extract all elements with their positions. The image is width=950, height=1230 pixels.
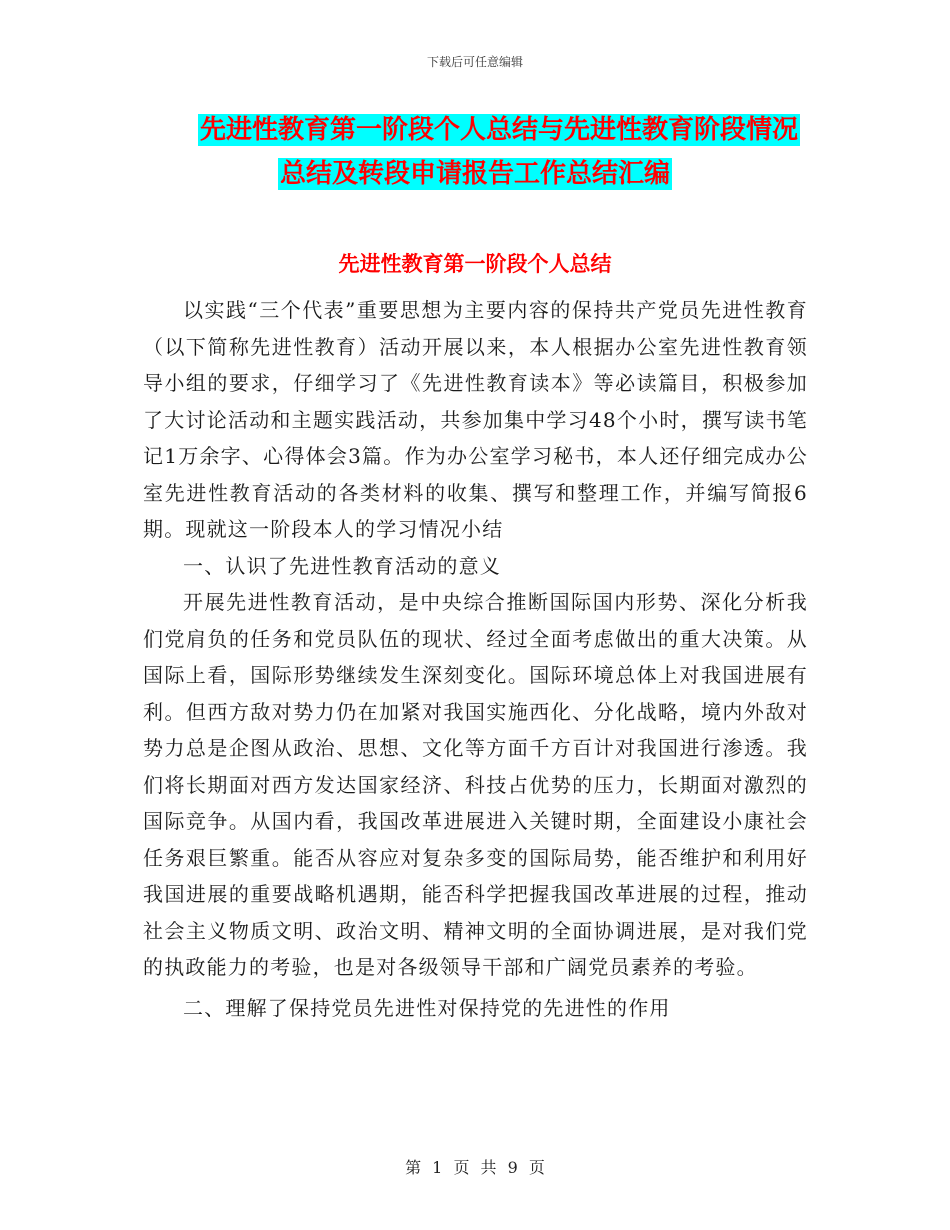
document-title-text-1: 先进性教育第一阶段个人总结与先进性教育阶段情况: [199, 115, 798, 145]
document-title-text-2: 总结及转段申请报告工作总结汇编: [279, 159, 670, 189]
document-title-line-2: [0, 156, 950, 192]
document-title-line-1: [0, 112, 950, 148]
page-number-footer: 第 1 页 共 9 页: [405, 1158, 545, 1177]
body-heading-1: 一、认识了先进性教育活动的意义: [183, 553, 501, 578]
body-paragraph-2: 开展先进性教育活动，是中央综合推断国际国内形势、深化分析我们党肩负的任务和党员队伍的现状、经过全面考虑做出的重大决策。从国际上看，国际形势继续发生深刻变化。国际环境总体上对我国进展有利。但西方敌对势力仍在加紧对我国实施西化、分化战略，境内外敌对势力总是企图从政治、思想、文化等方面千方百计对我国进行渗透。我们将长期面对西方发达国家经济、科技占优势的压力，长期面对激烈的国际竞争。从国内看，我国改革进展进入关键时期，全面建设小康社会任务艰巨繁重。能否从容应对复杂多变的国际局势，能否维护和利用好我国进展的重要战略机遇期，能否科学把握我国改革进展的过程，推动社会主义物质文明、政治文明、精神文明的全面协调进展，是对我们党的执政能力的考验，也是对各级领导干部和广阔党员素养的考验。: [143, 590, 808, 979]
document-body: [143, 292, 808, 1026]
header-note: 下载后可任意编辑: [426, 55, 523, 69]
body-paragraph-1: 以实践“三个代表”重要思想为主要内容的保持共产党员先进性教育（以下简称先进性教育）活动开展以来，本人根据办公室先进性教育领导小组的要求，仔细学习了《先进性教育读本》等必读篇目，积极参加了大讨论活动和主题实践活动，共参加集中学习48个小时，撰写读书笔记1万余字、心得体会3篇。作为办公室学习秘书，本人还仔细完成办公室先进性教育活动的各类材料的收集、撰写和整理工作，并编写简报6期。现就这一阶段本人的学习情况小结: [143, 298, 808, 541]
section-title: 先进性教育第一阶段个人总结: [338, 252, 612, 276]
body-heading-2: 二、理解了保持党员先进性对保持党的先进性的作用: [183, 995, 671, 1020]
